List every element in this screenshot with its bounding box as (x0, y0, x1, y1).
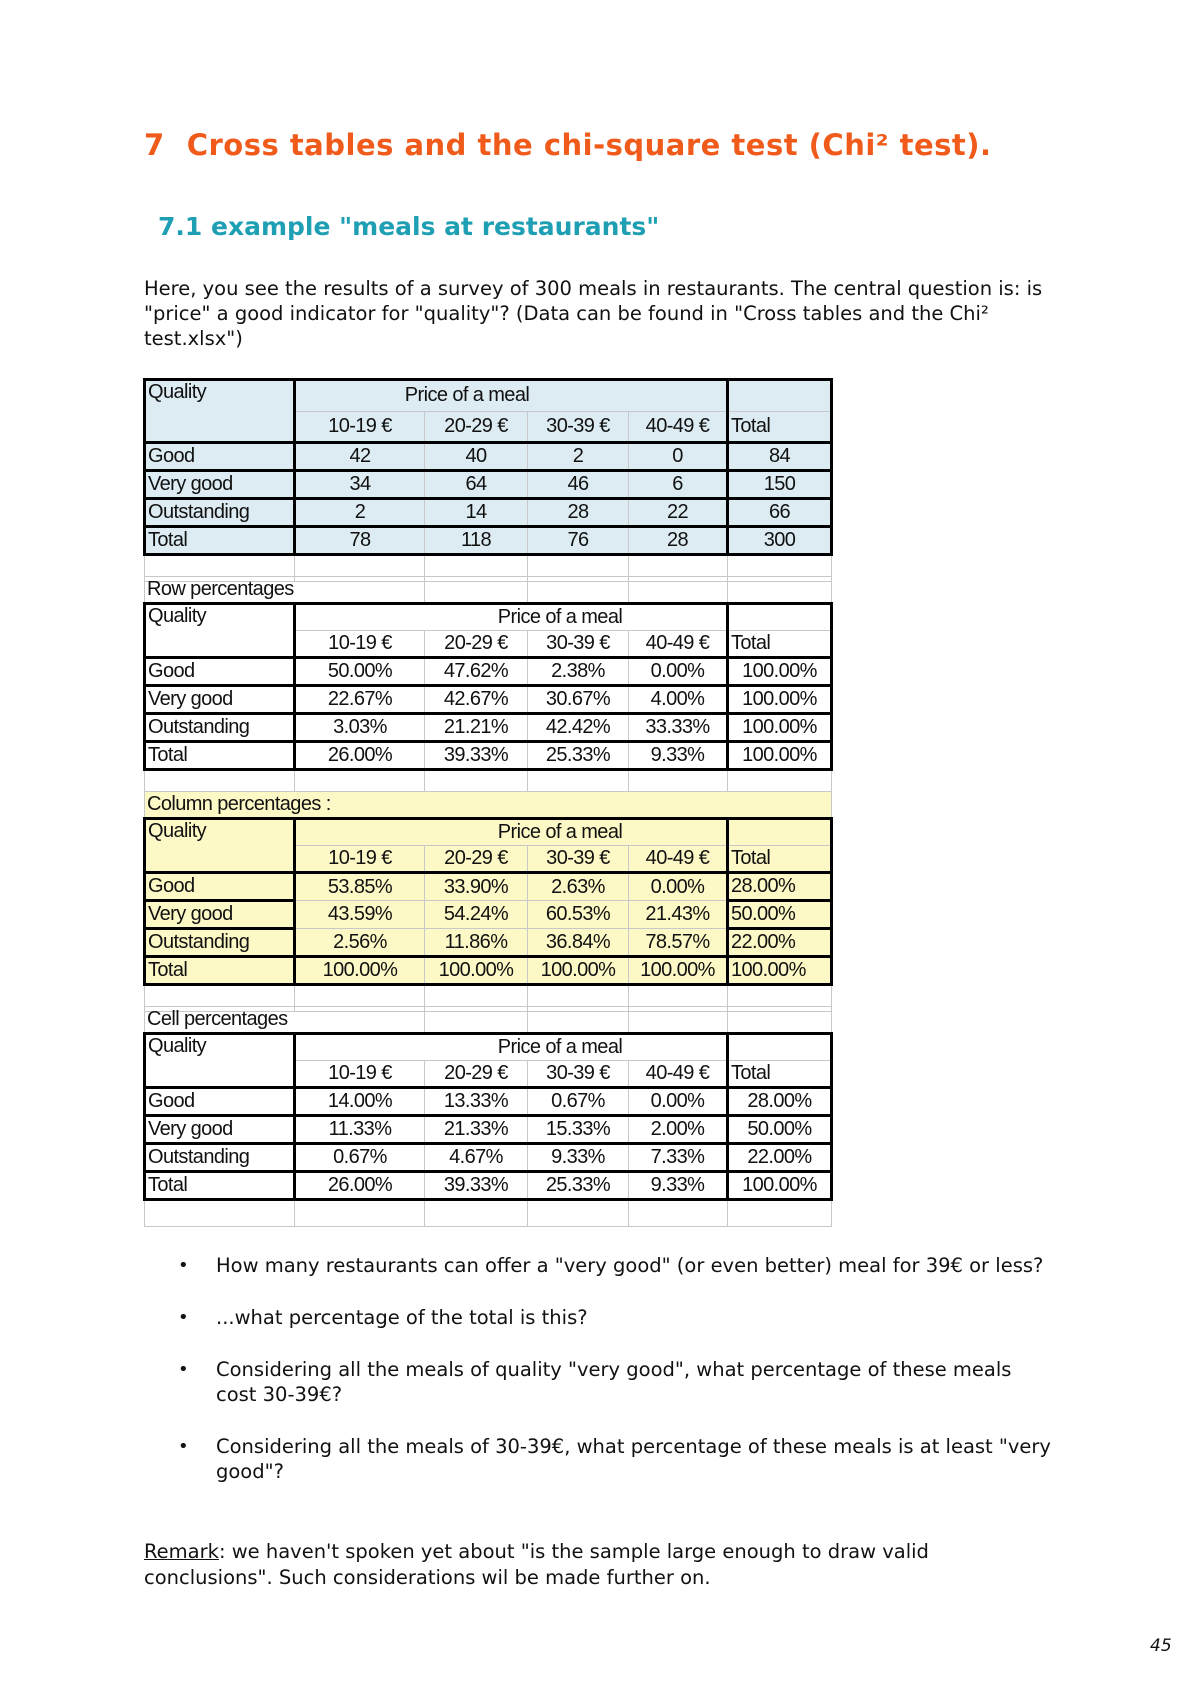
cell: 15.33% (528, 1116, 629, 1144)
cell: 50.00% (728, 901, 832, 929)
quality-header: Quality (145, 819, 295, 873)
cell-percentages-table (143, 1006, 833, 1227)
cell: 2 (295, 499, 425, 527)
col-header: 40-49 € (629, 631, 728, 658)
list-item (178, 1305, 1058, 1330)
cell: 100.00% (728, 957, 832, 985)
cell: 78.57% (629, 929, 728, 957)
col-header: 40-49 € (629, 411, 728, 443)
cell: 100.00% (528, 957, 629, 985)
table-row (145, 527, 832, 555)
table-row (145, 443, 832, 471)
cell: 11.86% (425, 929, 528, 957)
cell: 78 (295, 527, 425, 555)
cell: 30.67% (528, 686, 629, 714)
cell: 33.33% (629, 714, 728, 742)
cell: 150 (728, 471, 832, 499)
quality-header: Quality (145, 604, 295, 658)
row-label: Good (145, 873, 295, 901)
cell: 84 (728, 443, 832, 471)
cell: 40 (425, 443, 528, 471)
cell: 42 (295, 443, 425, 471)
table-row (145, 686, 832, 714)
row-label: Total (145, 527, 295, 555)
cell: 0.67% (528, 1088, 629, 1116)
cell: 25.33% (528, 1172, 629, 1200)
col-header: Total (728, 1061, 832, 1088)
table-row (145, 471, 832, 499)
quality-header: Quality (145, 380, 295, 443)
remark-paragraph (144, 1539, 1044, 1591)
cell: 0.00% (629, 1088, 728, 1116)
cell: 64 (425, 471, 528, 499)
cell: 21.43% (629, 901, 728, 929)
table-row (145, 714, 832, 742)
col-header: 30-39 € (528, 411, 629, 443)
cell: 21.33% (425, 1116, 528, 1144)
col-header: 20-29 € (425, 631, 528, 658)
cell: 9.33% (629, 742, 728, 770)
total-header-spacer (728, 604, 832, 631)
cell: 2.63% (528, 873, 629, 901)
chapter-title: Cross tables and the chi-square test (Chi² test). (186, 128, 992, 162)
col-header: Total (728, 631, 832, 658)
cell: 4.67% (425, 1144, 528, 1172)
cell: 34 (295, 471, 425, 499)
cell: 28.00% (728, 873, 832, 901)
cell: 33.90% (425, 873, 528, 901)
col-header: Total (728, 411, 832, 443)
cell: 66 (728, 499, 832, 527)
list-item (178, 1357, 1058, 1407)
cell: 50.00% (728, 1116, 832, 1144)
cell: 100.00% (425, 957, 528, 985)
table-row (145, 1172, 832, 1200)
chapter-heading (144, 128, 992, 162)
price-header: Price of a meal (295, 1034, 728, 1061)
cell: 39.33% (425, 1172, 528, 1200)
question-list (178, 1253, 1058, 1511)
row-label: Outstanding (145, 929, 295, 957)
list-item (178, 1434, 1058, 1484)
cell: 22 (629, 499, 728, 527)
cell: 100.00% (728, 1172, 832, 1200)
cell: 9.33% (528, 1144, 629, 1172)
column-percentages-table-wrap (143, 791, 833, 1012)
cell: 43.59% (295, 901, 425, 929)
total-header-spacer (728, 819, 832, 846)
row-percentages-table (143, 576, 833, 797)
cell: 22.00% (728, 1144, 832, 1172)
bullet-icon: • (178, 1255, 189, 1276)
list-item (178, 1253, 1058, 1278)
cell: 13.33% (425, 1088, 528, 1116)
cell-percentages-table-wrap (143, 1006, 833, 1227)
counts-table-wrap (143, 378, 833, 582)
cell: 22.00% (728, 929, 832, 957)
intro-paragraph: Here, you see the results of a survey of 300 meals in restaurants. The central question is: is "price" a good indicator for "quality"? (Data can be found in "Cross tables and the Chi² test.xlsx") (144, 277, 1043, 350)
cell: 39.33% (425, 742, 528, 770)
remark-text: : we haven't spoken yet about "is the sample large enough to draw valid conclusions". Such considerations wil be made further on. (144, 1540, 929, 1589)
cell: 46 (528, 471, 629, 499)
row-label: Very good (145, 1116, 295, 1144)
price-header: Price of a meal (295, 604, 728, 631)
table-row (145, 1116, 832, 1144)
cell: 9.33% (629, 1172, 728, 1200)
row-label: Very good (145, 901, 295, 929)
bullet-icon: • (178, 1436, 189, 1457)
page-number: 45 (1150, 1636, 1172, 1656)
row-label: Total (145, 957, 295, 985)
cell: 47.62% (425, 658, 528, 686)
cell: 6 (629, 471, 728, 499)
cell: 2.56% (295, 929, 425, 957)
table-row (145, 873, 832, 901)
cell: 21.21% (425, 714, 528, 742)
cell: 76 (528, 527, 629, 555)
cell: 0.67% (295, 1144, 425, 1172)
cell: 100.00% (295, 957, 425, 985)
cell: 28 (528, 499, 629, 527)
cell: 100.00% (728, 714, 832, 742)
cell: 42.42% (528, 714, 629, 742)
cell: 3.03% (295, 714, 425, 742)
cell: 100.00% (728, 686, 832, 714)
row-label: Very good (145, 686, 295, 714)
col-header: 20-29 € (425, 846, 528, 873)
table-caption: Cell percentages (145, 1007, 425, 1034)
row-label: Very good (145, 471, 295, 499)
col-header: 10-19 € (295, 846, 425, 873)
cell: 2.00% (629, 1116, 728, 1144)
question-text: ...what percentage of the total is this? (216, 1306, 588, 1329)
row-label: Total (145, 1172, 295, 1200)
cell: 100.00% (728, 658, 832, 686)
row-label: Total (145, 742, 295, 770)
cell: 50.00% (295, 658, 425, 686)
row-label: Good (145, 443, 295, 471)
table-row (145, 957, 832, 985)
col-header: 30-39 € (528, 846, 629, 873)
table-caption: Row percentages (145, 577, 425, 604)
cell: 7.33% (629, 1144, 728, 1172)
cell: 0.00% (629, 873, 728, 901)
cell: 0.00% (629, 658, 728, 686)
col-header: 40-49 € (629, 846, 728, 873)
counts-table (143, 378, 833, 582)
cell: 100.00% (728, 742, 832, 770)
total-header-spacer (728, 380, 832, 412)
price-header: Price of a meal (295, 819, 728, 846)
cell: 100.00% (629, 957, 728, 985)
table-row (145, 1144, 832, 1172)
question-text: How many restaurants can offer a "very good" (or even better) meal for 39€ or less? (216, 1254, 1044, 1277)
table-row (145, 499, 832, 527)
bullet-icon: • (178, 1307, 189, 1328)
cell: 300 (728, 527, 832, 555)
col-header: 40-49 € (629, 1061, 728, 1088)
col-header: 10-19 € (295, 411, 425, 443)
cell: 118 (425, 527, 528, 555)
col-header: 30-39 € (528, 631, 629, 658)
cell: 54.24% (425, 901, 528, 929)
col-header: 10-19 € (295, 1061, 425, 1088)
table-row (145, 742, 832, 770)
col-header: Total (728, 846, 832, 873)
section-heading: 7.1 example "meals at restaurants" (158, 212, 660, 241)
cell: 60.53% (528, 901, 629, 929)
column-percentages-table (143, 791, 833, 1012)
cell: 2.38% (528, 658, 629, 686)
row-label: Outstanding (145, 499, 295, 527)
cell: 28 (629, 527, 728, 555)
cell: 0 (629, 443, 728, 471)
cell: 25.33% (528, 742, 629, 770)
cell: 22.67% (295, 686, 425, 714)
row-label: Outstanding (145, 1144, 295, 1172)
price-header: Price of a meal (295, 380, 728, 412)
cell: 26.00% (295, 742, 425, 770)
cell: 36.84% (528, 929, 629, 957)
chapter-number: 7 (144, 128, 165, 162)
table-row (145, 901, 832, 929)
table-caption: Column percentages : (145, 792, 832, 819)
cell: 2 (528, 443, 629, 471)
row-label: Outstanding (145, 714, 295, 742)
cell: 28.00% (728, 1088, 832, 1116)
table-row (145, 658, 832, 686)
cell: 42.67% (425, 686, 528, 714)
cell: 4.00% (629, 686, 728, 714)
row-label: Good (145, 658, 295, 686)
col-header: 20-29 € (425, 1061, 528, 1088)
col-header: 10-19 € (295, 631, 425, 658)
cell: 53.85% (295, 873, 425, 901)
cell: 11.33% (295, 1116, 425, 1144)
remark-label: Remark (144, 1540, 219, 1563)
table-row (145, 1088, 832, 1116)
question-text: Considering all the meals of quality "very good", what percentage of these meals cost 30-39€? (216, 1358, 1012, 1406)
table-row (145, 929, 832, 957)
cell: 26.00% (295, 1172, 425, 1200)
row-label: Good (145, 1088, 295, 1116)
col-header: 20-29 € (425, 411, 528, 443)
row-percentages-table-wrap (143, 576, 833, 797)
total-header-spacer (728, 1034, 832, 1061)
quality-header: Quality (145, 1034, 295, 1088)
bullet-icon: • (178, 1359, 189, 1380)
cell: 14 (425, 499, 528, 527)
cell: 14.00% (295, 1088, 425, 1116)
col-header: 30-39 € (528, 1061, 629, 1088)
question-text: Considering all the meals of 30-39€, what percentage of these meals is at least "very good"? (216, 1435, 1051, 1483)
